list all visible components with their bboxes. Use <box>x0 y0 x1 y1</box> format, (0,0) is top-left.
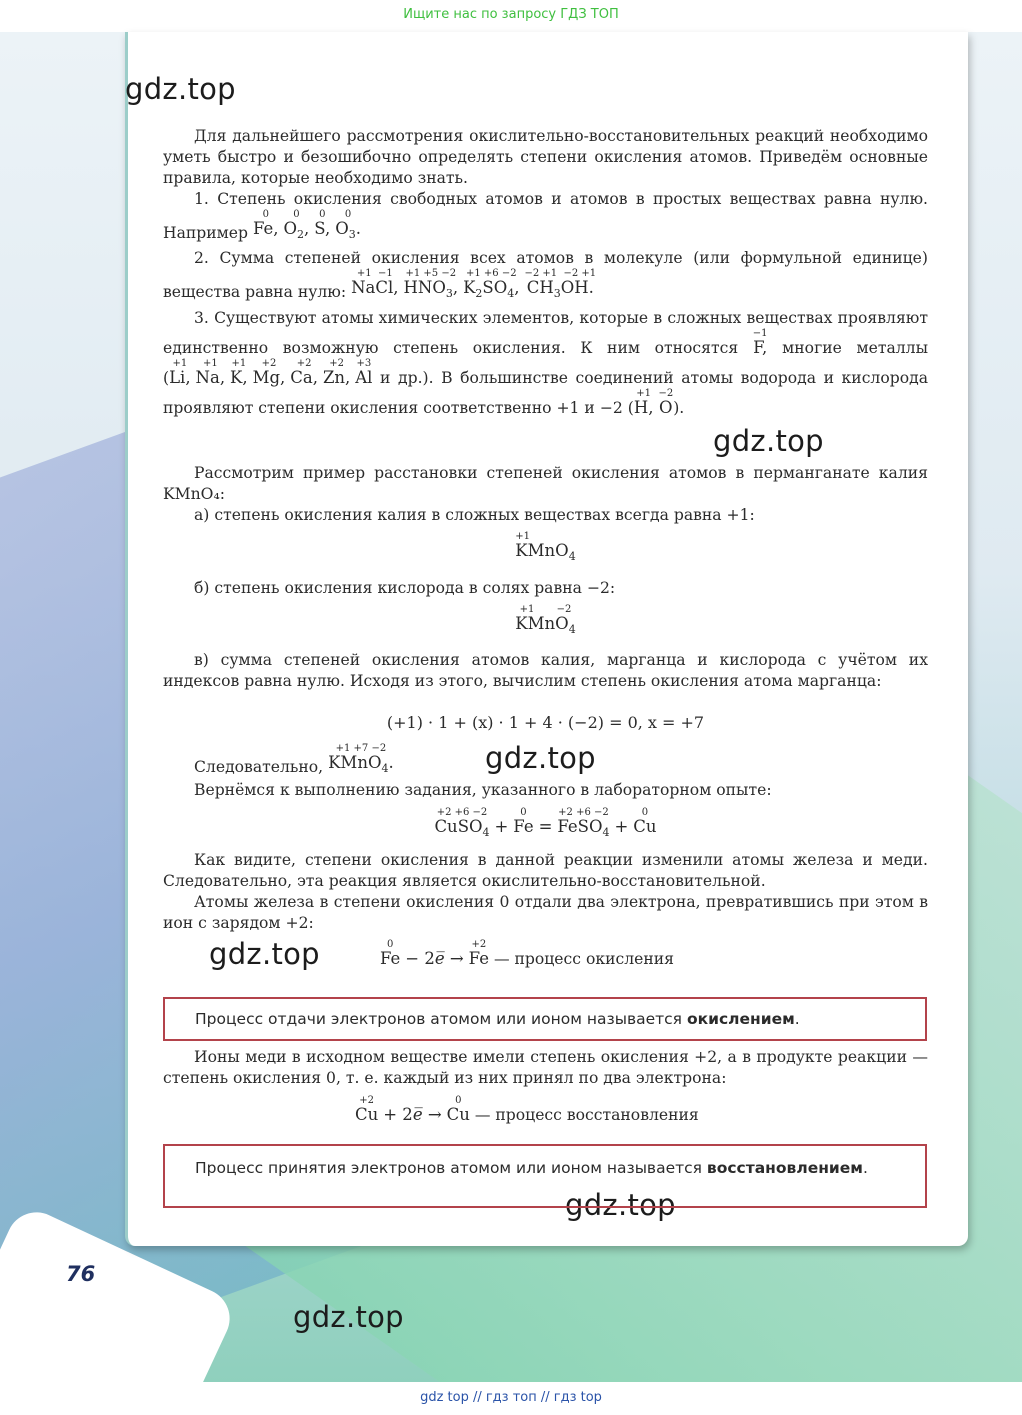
definition-reduction: Процесс принятия электронов атомом или ионом называется восстановлением. <box>163 1144 927 1208</box>
therefore-text: Следовательно, <box>194 758 324 776</box>
paragraph-therefore <box>163 744 928 778</box>
watermark: gdz.top <box>209 937 320 971</box>
definition-oxidation-term: окислением <box>686 1010 795 1028</box>
watermark: gdz.top <box>713 424 824 458</box>
paragraph-intro: Для дальнейшего рассмотрения окислительно-восстановительных реакций необходимо уметь быстро и безошибочно определять степени окисления атомов. Приведём основные правила, которые необходимо знать. <box>163 127 928 187</box>
watermark: gdz.top <box>565 1188 676 1222</box>
page-number: 76 <box>66 1262 96 1286</box>
reaction-cuso4-fe: +2 +6 −2 CuSO$_4$ + 0 Fe = +2 +6 −2 FeSO$_4$ + 0 Cu <box>434 807 657 839</box>
simple-substances-formulas: 0 Fe, 0 $O_2$, 0 S, 0 $O_3$. <box>252 209 361 241</box>
paragraph-rule-3 <box>163 308 928 419</box>
formula-kmno4-final: +1 +7 −2 KMnO$_4$. <box>328 743 394 775</box>
fluorine-formula: −1 F, <box>752 328 768 357</box>
watermark: gdz.top <box>293 1300 404 1334</box>
paragraph-step-a: а) степень окисления калия в сложных веществах всегда равна +1: <box>194 506 755 524</box>
formula-kmno4-b: +1 −2 KMnO$_4$ <box>515 604 576 636</box>
metals-formulas: ( +1 Li, +1 Na, +1 K, +2 Mg, +2 Ca, +2 Zn, +3 Al <box>163 358 373 387</box>
reduction-process-label: — процесс восстановления <box>474 1106 699 1124</box>
definition-oxidation: Процесс отдачи электронов атомом или ионом называется окислением. <box>163 997 927 1041</box>
compound-formulas: +1 −1 NaCl, +1 +5 −2 $HNO_3$, +1 +6 −2 $K_2SO_4$, −2 +1 −2 +1 $CH_3OH$. <box>351 268 597 300</box>
paragraph-step-b: б) степень окисления кислорода в солях равна −2: <box>194 579 616 597</box>
definition-oxidation-text: Процесс отдачи электронов атомом или ионом называется <box>195 1010 687 1028</box>
paragraph-return: Вернёмся к выполнению задания, указанного в лабораторном опыте: <box>194 781 772 799</box>
definition-reduction-term: восстановлением <box>706 1159 863 1177</box>
definition-reduction-text: Процесс принятия электронов атомом или ионом называется <box>195 1159 707 1177</box>
formula-kmno4-a: +1 KMnO$_4$ <box>515 531 576 563</box>
search-hint-link[interactable]: Ищите нас по запросу ГДЗ ТОП <box>403 7 619 22</box>
watermark: gdz.top <box>125 72 236 106</box>
paragraph-example-intro: Рассмотрим пример расстановки степеней окисления атомов в перманганате калия KMnO₄: <box>163 464 928 503</box>
oxidation-scheme: 0 Fe − 2e̅ → +2 Fe — процесс окисления <box>380 939 674 968</box>
rule-3-text-c: и др.). В большинстве соединений атомы водорода и кислорода проявляют степени окисления соответственно +1 и −2 <box>163 369 928 417</box>
paragraph-rule-2 <box>163 248 928 303</box>
paragraph-copper-ions: Ионы меди в исходном веществе имели степень окисления +2, а в продукте реакции — степень окисления 0, т. е. каждый из них принял по два электрона: <box>163 1048 928 1087</box>
footer-links[interactable]: gdz top // гдз топ // гдз top <box>0 1384 1022 1415</box>
rule-2-text: 2. Сумма степеней окисления всех атомов в молекуле (или формульной единице) вещества равна нулю: <box>163 249 928 301</box>
h-o-formulas: ( +1 H, −2 O ). <box>627 388 685 417</box>
watermark: gdz.top <box>485 741 596 775</box>
paragraph-as-you-see: Как видите, степени окисления в данной реакции изменили атомы железа и меди. Следовательно, эта реакция является окислительно-восстановительной. <box>163 851 928 890</box>
paragraph-rule-1 <box>163 189 928 244</box>
paragraph-iron-atoms: Атомы железа в степени окисления 0 отдали два электрона, превратившись при этом в ион с зарядом +2: <box>163 893 928 932</box>
equation-mn: (+1) · 1 + (x) · 1 + 4 · (−2) = 0, x = +7 <box>386 713 705 732</box>
paragraph-step-c: в) сумма степеней окисления атомов калия, марганца и кислорода с учётом их индексов равна нулю. Исходя из этого, вычислим степень окисления атома марганца: <box>163 651 928 690</box>
reduction-scheme: +2 Cu + 2e̅ → 0 Cu — процесс восстановления <box>355 1095 699 1124</box>
rule-3-text-b: многие металлы <box>782 339 928 357</box>
oxidation-process-label: — процесс окисления <box>493 950 674 968</box>
rule-3-text-a: 3. Существуют атомы химических элементов, которые в сложных веществах проявляют единственно возможную степень окисления. К ним относятся <box>163 309 928 357</box>
rule-1-text: 1. Степень окисления свободных атомов и атомов в простых веществах равна нулю. Например <box>163 190 928 242</box>
